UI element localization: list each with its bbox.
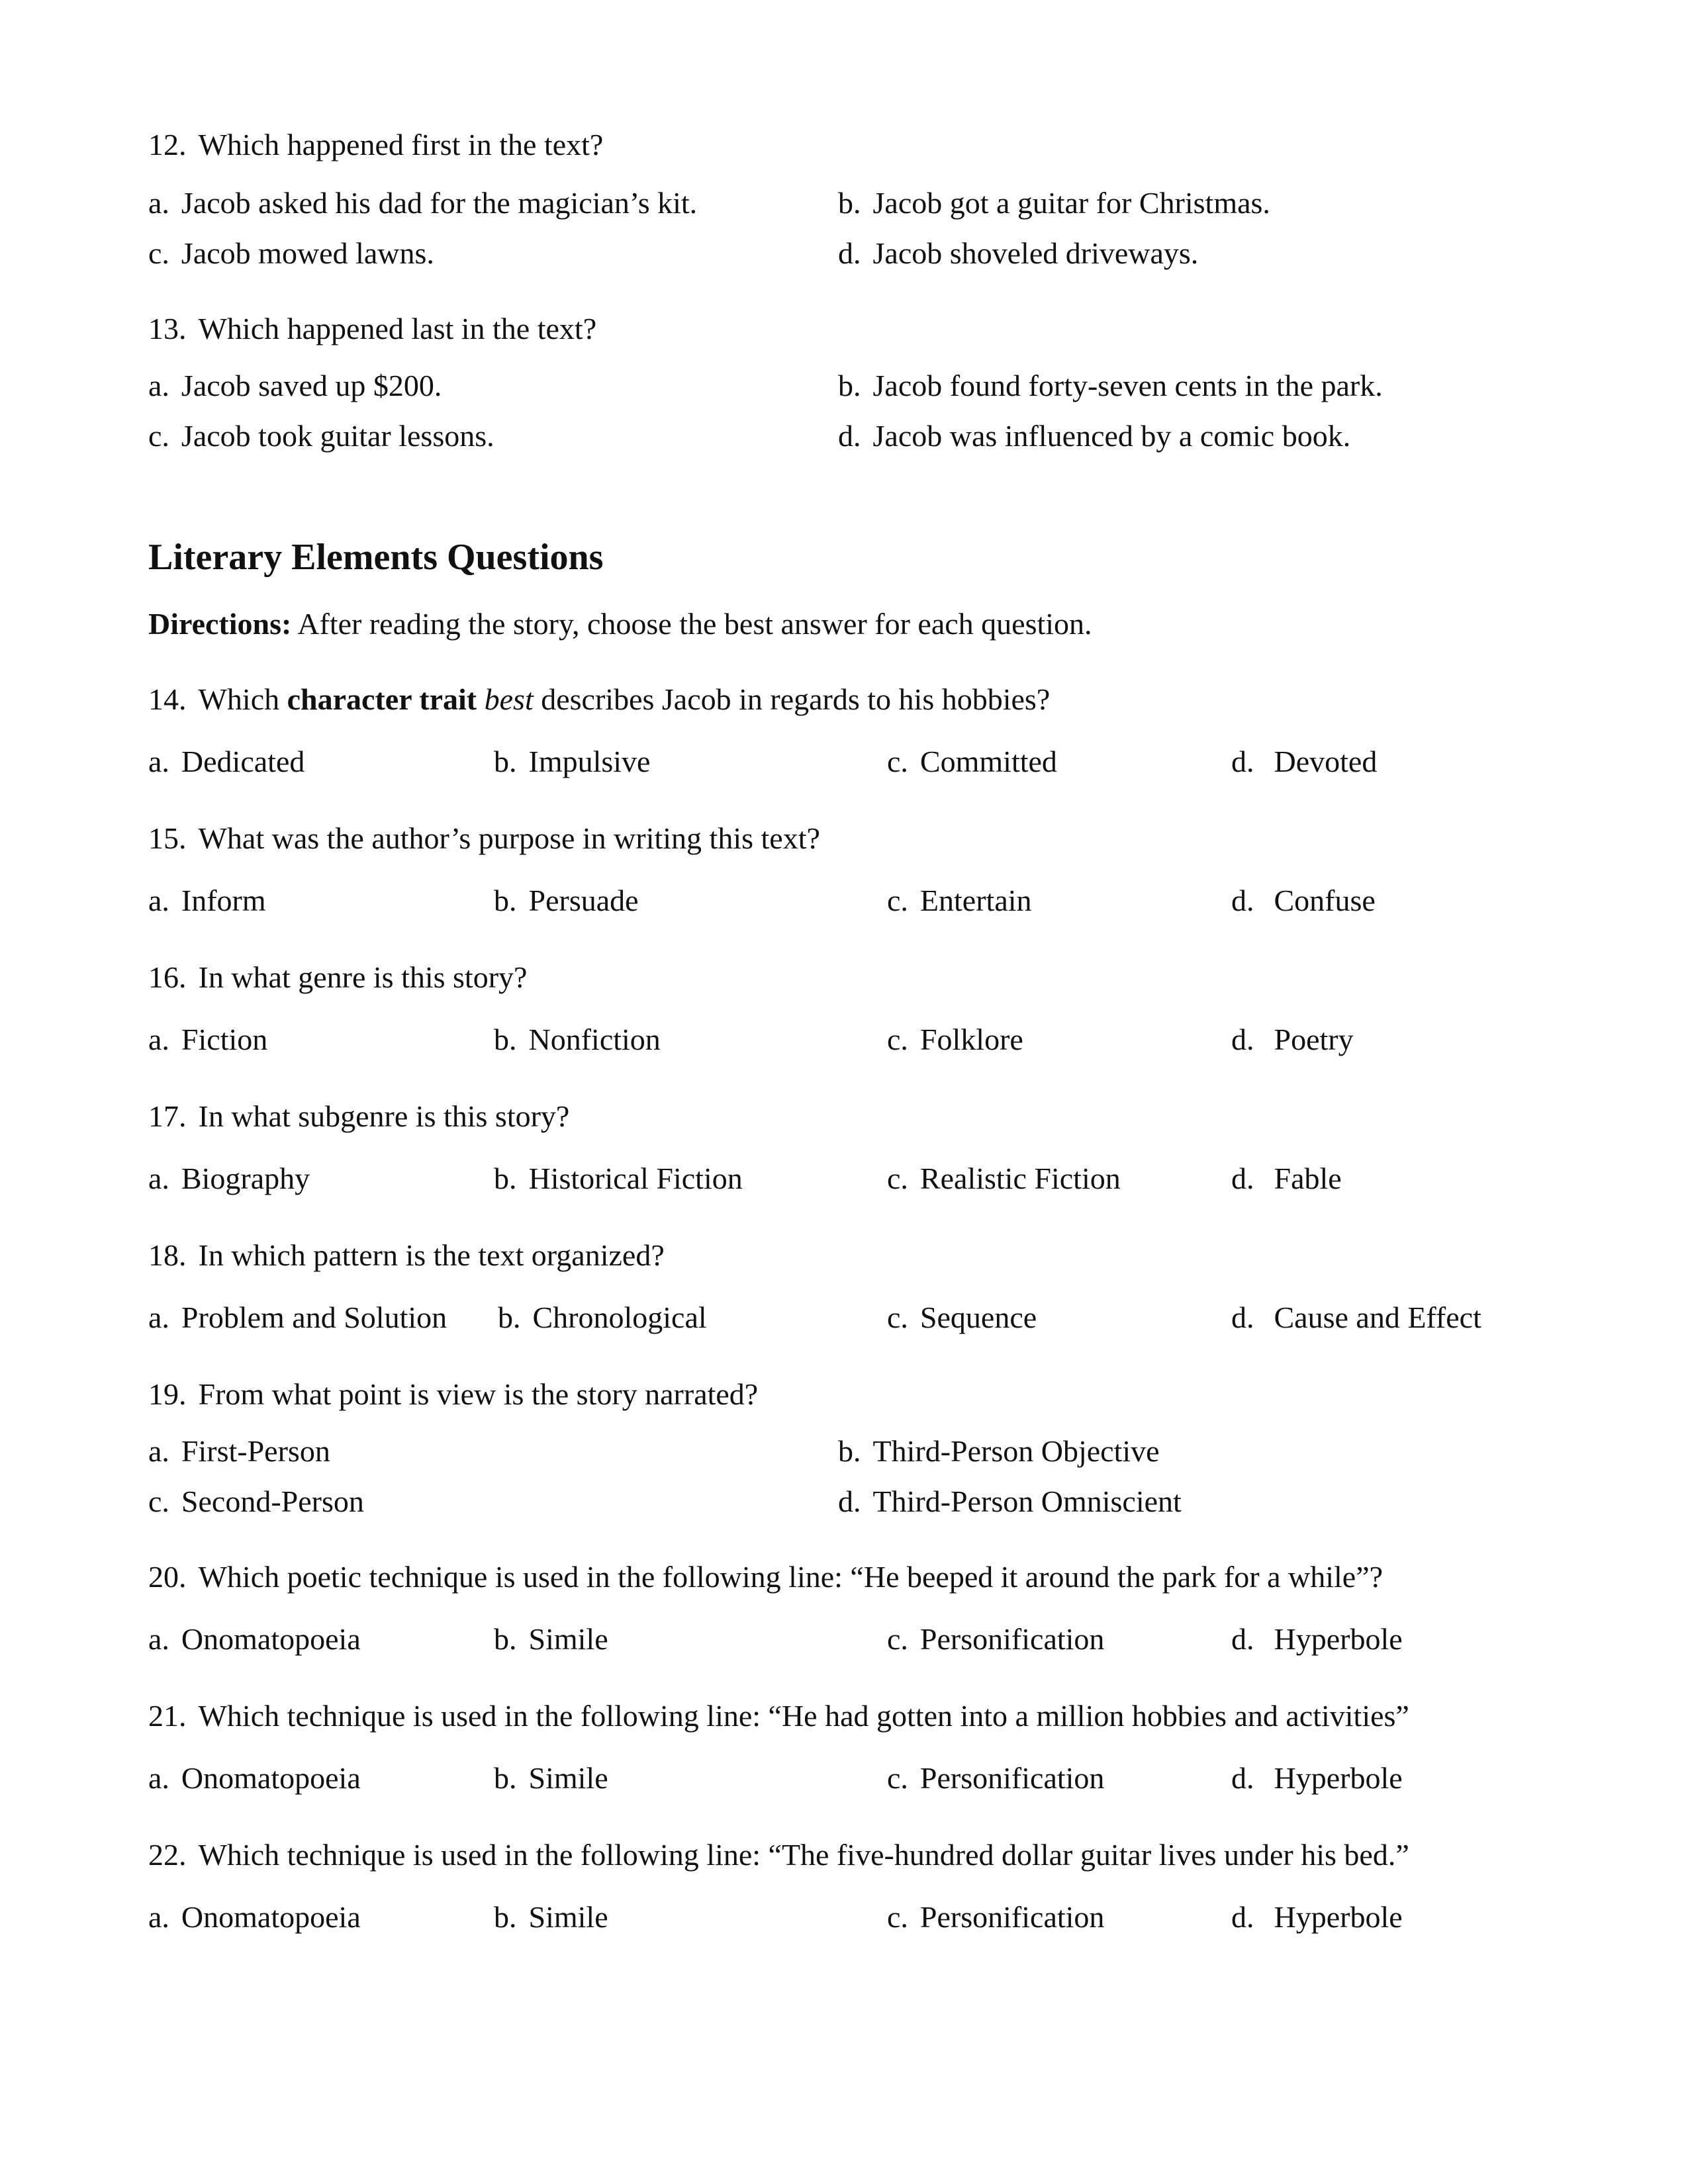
directions-text: After reading the story, choose the best answer for each question. — [291, 607, 1092, 641]
option-letter: a. — [148, 1023, 169, 1056]
option-text: Problem and Solution — [181, 1300, 447, 1334]
question-number: 14. — [148, 682, 187, 716]
option-letter: b. — [838, 1434, 861, 1468]
option-c — [148, 421, 494, 451]
question-text: In what subgenre is this story? — [198, 1099, 570, 1133]
option-text: Sequence — [919, 1300, 1037, 1334]
option-letter: a. — [148, 369, 169, 402]
option-d — [838, 1486, 1182, 1517]
question-text-post: describes Jacob in regards to his hobbies? — [533, 682, 1051, 716]
question-number: 18. — [148, 1238, 187, 1272]
option-text: Devoted — [1274, 745, 1378, 778]
option-a — [148, 1024, 267, 1055]
question-number: 21. — [148, 1699, 187, 1733]
option-letter: b. — [498, 1300, 521, 1334]
option-letter: d. — [1231, 1023, 1254, 1056]
option-a — [148, 1624, 361, 1655]
option-text: Onomatopoeia — [181, 1900, 361, 1934]
option-b — [838, 371, 1383, 401]
option-b — [494, 1024, 661, 1055]
option-d — [1231, 1302, 1481, 1333]
question-20 — [148, 1562, 1383, 1592]
option-b — [838, 188, 1270, 218]
option-letter: b. — [494, 1761, 517, 1795]
question-text-space — [477, 682, 485, 716]
option-letter: c. — [148, 236, 169, 270]
option-letter: a. — [148, 1622, 169, 1656]
option-a — [148, 886, 266, 916]
question-12 — [148, 130, 603, 160]
question-text-bold: character trait — [287, 682, 477, 716]
option-b — [494, 1624, 608, 1655]
option-a — [148, 1763, 361, 1794]
option-letter: a. — [148, 884, 169, 917]
option-text: Poetry — [1274, 1023, 1354, 1056]
question-text: Which poetic technique is used in the following line: “He beeped it around the park for a while”? — [198, 1560, 1383, 1594]
option-letter: d. — [838, 1484, 861, 1518]
option-text: Hyperbole — [1274, 1622, 1403, 1656]
question-number: 15. — [148, 821, 187, 855]
option-text: Nonfiction — [528, 1023, 661, 1056]
option-b — [498, 1302, 707, 1333]
question-text-italic: best — [484, 682, 534, 716]
option-d — [1231, 1763, 1403, 1794]
option-text: Jacob asked his dad for the magician’s kit. — [181, 186, 698, 220]
option-a — [148, 1902, 361, 1933]
option-text: Fable — [1274, 1161, 1342, 1195]
option-d — [1231, 1163, 1342, 1194]
option-text: Confuse — [1274, 884, 1376, 917]
option-text: Fiction — [181, 1023, 268, 1056]
option-letter: a. — [148, 1434, 169, 1468]
option-letter: b. — [838, 369, 861, 402]
option-letter: b. — [494, 1023, 517, 1056]
option-letter: c. — [887, 884, 908, 917]
question-number: 19. — [148, 1377, 187, 1411]
option-d — [1231, 1902, 1403, 1933]
option-c — [887, 747, 1057, 777]
option-text: Realistic Fiction — [919, 1161, 1121, 1195]
option-letter: b. — [494, 745, 517, 778]
option-text: Personification — [919, 1761, 1105, 1795]
option-text: Second-Person — [181, 1484, 364, 1518]
option-letter: b. — [494, 1622, 517, 1656]
option-c — [148, 1486, 364, 1517]
option-text: Simile — [528, 1900, 608, 1934]
option-d — [838, 238, 1198, 269]
question-text: Which technique is used in the following line: “He had gotten into a million hobbies and activities” — [198, 1699, 1409, 1733]
question-text-pre: Which — [198, 682, 287, 716]
option-letter: d. — [1231, 1300, 1254, 1334]
option-letter: d. — [1231, 1622, 1254, 1656]
directions — [148, 609, 1092, 639]
option-a — [148, 747, 305, 777]
option-text: Hyperbole — [1274, 1761, 1403, 1795]
option-text: Committed — [919, 745, 1057, 778]
option-text: Jacob shoveled driveways. — [872, 236, 1199, 270]
option-b — [494, 1163, 743, 1194]
option-letter: a. — [148, 186, 169, 220]
option-b — [838, 1436, 1160, 1467]
option-text: Inform — [181, 884, 266, 917]
question-text: Which happened first in the text? — [198, 128, 604, 161]
option-letter: a. — [148, 1300, 169, 1334]
option-text: Historical Fiction — [528, 1161, 743, 1195]
question-number: 20. — [148, 1560, 187, 1594]
option-a — [148, 188, 697, 218]
option-letter: b. — [838, 186, 861, 220]
option-text: Folklore — [919, 1023, 1023, 1056]
option-letter: d. — [1231, 884, 1254, 917]
option-letter: c. — [887, 1161, 908, 1195]
option-b — [494, 747, 650, 777]
option-a — [148, 371, 442, 401]
option-text: Hyperbole — [1274, 1900, 1403, 1934]
question-22 — [148, 1840, 1409, 1870]
option-a — [148, 1436, 330, 1467]
option-text: Jacob found forty-seven cents in the park. — [872, 369, 1383, 402]
option-a — [148, 1163, 310, 1194]
question-21 — [148, 1701, 1409, 1731]
question-18 — [148, 1240, 665, 1271]
option-b — [494, 1902, 608, 1933]
option-text: Personification — [919, 1900, 1105, 1934]
option-letter: c. — [148, 1484, 169, 1518]
option-letter: d. — [1231, 1161, 1254, 1195]
question-text: In what genre is this story? — [198, 960, 528, 994]
option-text: Persuade — [528, 884, 639, 917]
option-c — [887, 1163, 1121, 1194]
option-letter: d. — [838, 419, 861, 453]
option-c — [148, 238, 434, 269]
question-text: From what point is view is the story narrated? — [198, 1377, 759, 1411]
option-letter: a. — [148, 1161, 169, 1195]
option-d — [838, 421, 1350, 451]
option-c — [887, 1763, 1104, 1794]
option-letter: d. — [838, 236, 861, 270]
option-text: Impulsive — [528, 745, 651, 778]
option-c — [887, 1902, 1104, 1933]
option-letter: c. — [887, 1761, 908, 1795]
option-letter: d. — [1231, 1761, 1254, 1795]
option-text: Jacob saved up $200. — [181, 369, 442, 402]
question-17 — [148, 1101, 569, 1132]
question-15 — [148, 823, 820, 854]
option-letter: c. — [148, 419, 169, 453]
option-letter: c. — [887, 1900, 908, 1934]
option-letter: d. — [1231, 1900, 1254, 1934]
question-text: What was the author’s purpose in writing this text? — [198, 821, 820, 855]
question-number: 22. — [148, 1838, 187, 1872]
option-text: Jacob took guitar lessons. — [181, 419, 494, 453]
option-letter: a. — [148, 1761, 169, 1795]
option-letter: c. — [887, 1300, 908, 1334]
option-letter: c. — [887, 1023, 908, 1056]
option-text: Jacob mowed lawns. — [181, 236, 434, 270]
option-text: Jacob got a guitar for Christmas. — [872, 186, 1270, 220]
question-number: 16. — [148, 960, 187, 994]
option-text: Personification — [919, 1622, 1105, 1656]
option-d — [1231, 1024, 1354, 1055]
option-letter: a. — [148, 745, 169, 778]
option-letter: b. — [494, 1161, 517, 1195]
option-letter: b. — [494, 884, 517, 917]
option-c — [887, 886, 1032, 916]
option-text: Chronological — [532, 1300, 707, 1334]
option-text: Entertain — [919, 884, 1032, 917]
option-letter: d. — [1231, 745, 1254, 778]
question-13 — [148, 314, 596, 344]
option-text: Dedicated — [181, 745, 305, 778]
question-16 — [148, 962, 527, 993]
option-text: Biography — [181, 1161, 310, 1195]
option-letter: c. — [887, 1622, 908, 1656]
question-text: Which technique is used in the following line: “The five-hundred dollar guitar lives under his bed.” — [198, 1838, 1409, 1872]
option-text: Jacob was influenced by a comic book. — [872, 419, 1351, 453]
option-d — [1231, 886, 1376, 916]
option-c — [887, 1024, 1023, 1055]
option-text: Third-Person Omniscient — [872, 1484, 1182, 1518]
option-c — [887, 1302, 1037, 1333]
question-text: Which happened last in the text? — [198, 312, 597, 345]
option-b — [494, 886, 639, 916]
question-text: In which pattern is the text organized? — [198, 1238, 665, 1272]
option-a — [148, 1302, 447, 1333]
option-text: Onomatopoeia — [181, 1622, 361, 1656]
question-number: 13. — [148, 312, 187, 345]
directions-label: Directions: — [148, 607, 292, 641]
option-d — [1231, 747, 1377, 777]
option-text: First-Person — [181, 1434, 330, 1468]
section-heading: Literary Elements Questions — [148, 537, 604, 578]
question-19 — [148, 1379, 758, 1410]
question-14 — [148, 684, 1050, 715]
option-text: Third-Person Objective — [872, 1434, 1160, 1468]
option-text: Simile — [528, 1761, 608, 1795]
option-letter: b. — [494, 1900, 517, 1934]
option-b — [494, 1763, 608, 1794]
option-letter: c. — [887, 745, 908, 778]
option-letter: a. — [148, 1900, 169, 1934]
option-d — [1231, 1624, 1403, 1655]
option-text: Simile — [528, 1622, 608, 1656]
question-number: 12. — [148, 128, 187, 161]
option-text: Onomatopoeia — [181, 1761, 361, 1795]
question-number: 17. — [148, 1099, 187, 1133]
option-c — [887, 1624, 1104, 1655]
option-text: Cause and Effect — [1274, 1300, 1481, 1334]
